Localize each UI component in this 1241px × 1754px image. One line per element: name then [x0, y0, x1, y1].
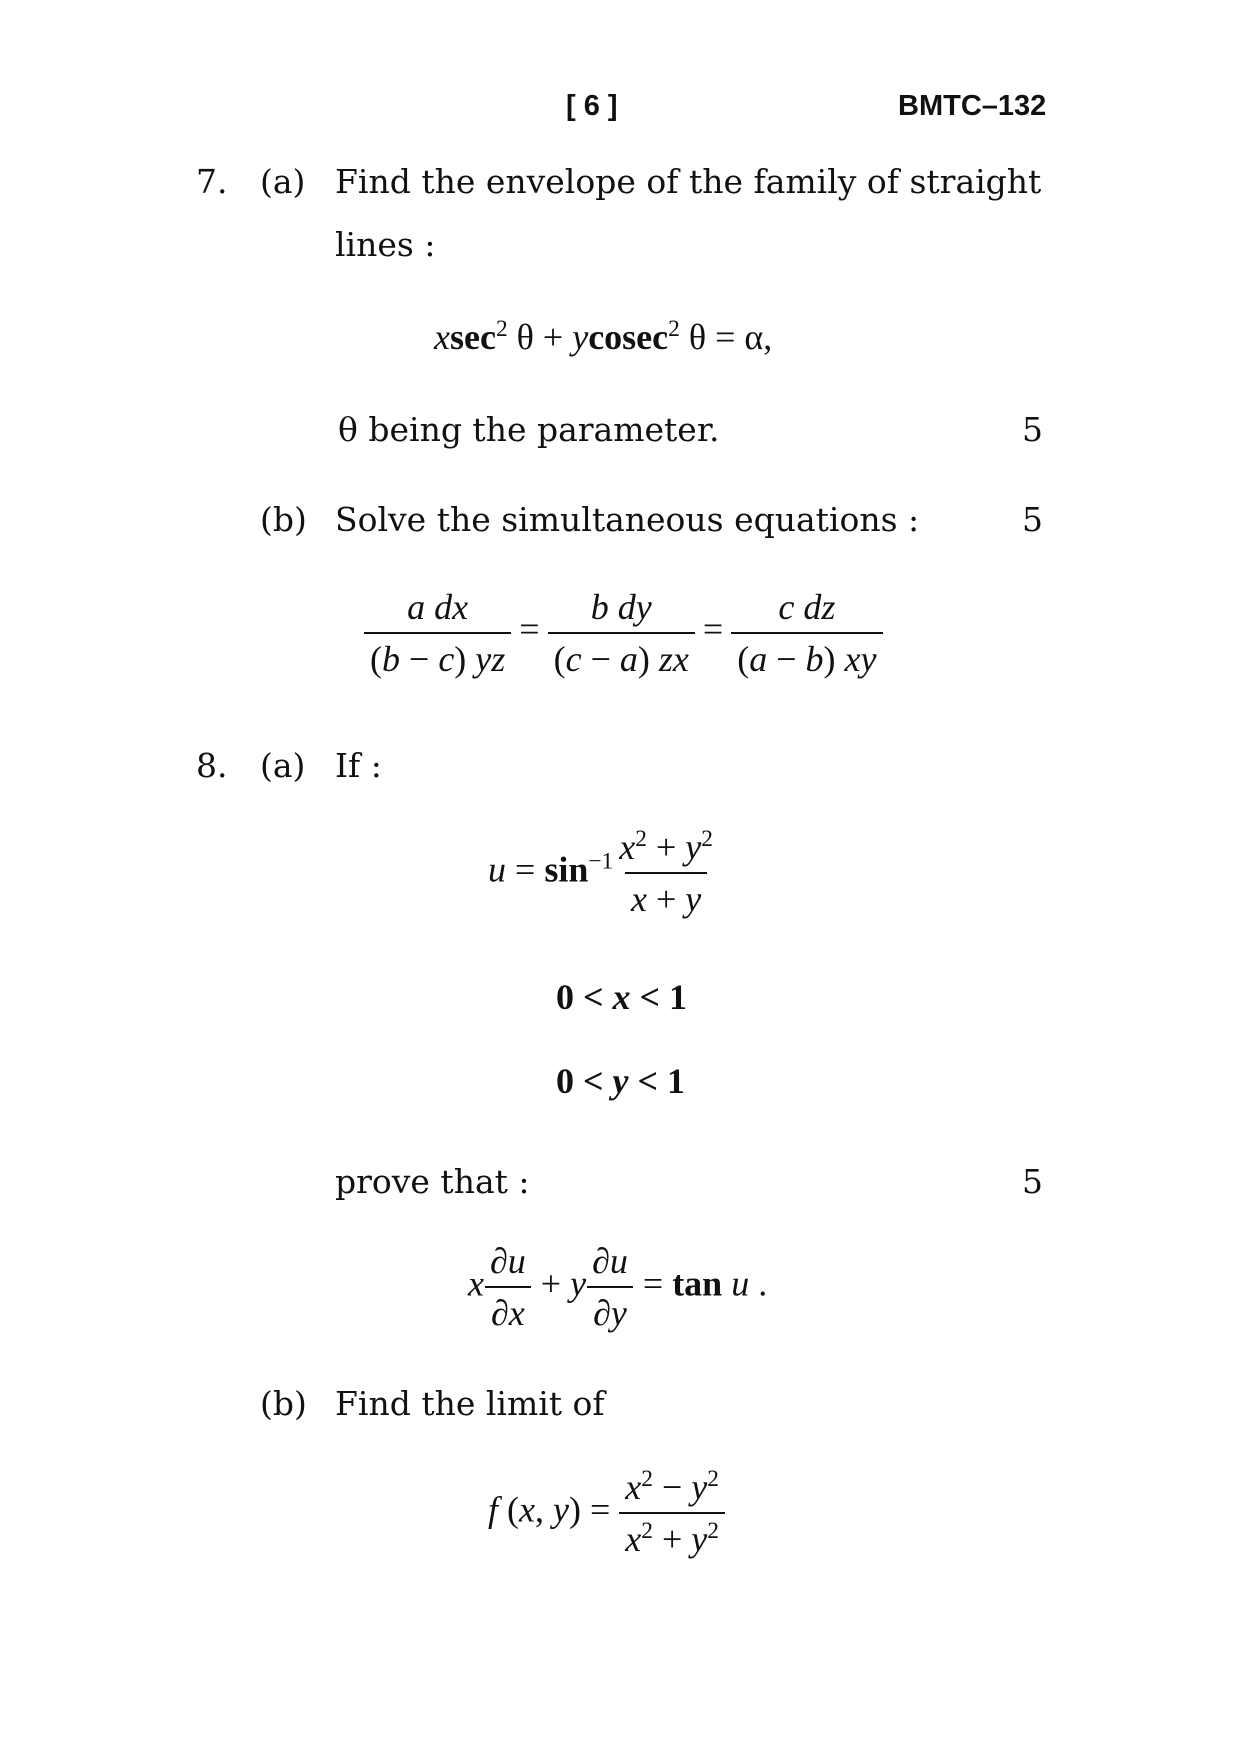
question-8a-marks: 5 [1022, 1162, 1043, 1201]
question-7b-equation: $\frac{\text{a dx}}{(b - c) yz}$ = $\frac{\text{b dy}}{(c - a) zx}$ = $\frac{\text{c dz}}{(a - b) xy}$ [364, 586, 883, 680]
question-8-number: 8. [196, 746, 228, 785]
question-7b-label: (b) [260, 500, 307, 539]
question-7b-marks: 5 [1022, 500, 1043, 539]
question-7a-after: θ being the parameter. [338, 410, 720, 449]
question-8b-text: Find the limit of [335, 1384, 605, 1423]
question-8a-condition-1: 0 < x < 1 [556, 977, 688, 1017]
question-8b-equation: f (x, y) = $\frac{x^2 - y^2}{x^2 + y^2}$ [488, 1466, 725, 1560]
question-7-number: 7. [196, 162, 228, 201]
question-8b-label: (b) [260, 1384, 307, 1423]
question-8a-label: (a) [260, 746, 306, 785]
question-8a-result: x $\frac{\partial u}{\partial x}$ + y $\frac{\partial u}{\partial y}$ = tan u . [468, 1241, 768, 1333]
question-8a-condition-2: 0 < y < 1 [556, 1061, 686, 1101]
question-7a-label: (a) [260, 162, 306, 201]
question-7a-line2: lines : [335, 225, 436, 264]
question-8a-prove: prove that : [335, 1162, 530, 1201]
question-8a-equation: $u = \sin^{-1}$ $\frac{x^2 + y^2}{x + y}$ [488, 826, 713, 919]
paper-code: BMTC–132 [898, 90, 1047, 122]
question-7a-marks: 5 [1022, 410, 1043, 449]
question-8a-text: If : [335, 746, 382, 785]
question-7a-line1: Find the envelope of the family of straight [335, 162, 1042, 201]
question-7b-text: Solve the simultaneous equations : [335, 500, 920, 539]
question-7a-equation: xsec$^2$ θ + ycosec$^2$ θ = α, [434, 316, 773, 357]
page-number: [ 6 ] [566, 90, 618, 122]
